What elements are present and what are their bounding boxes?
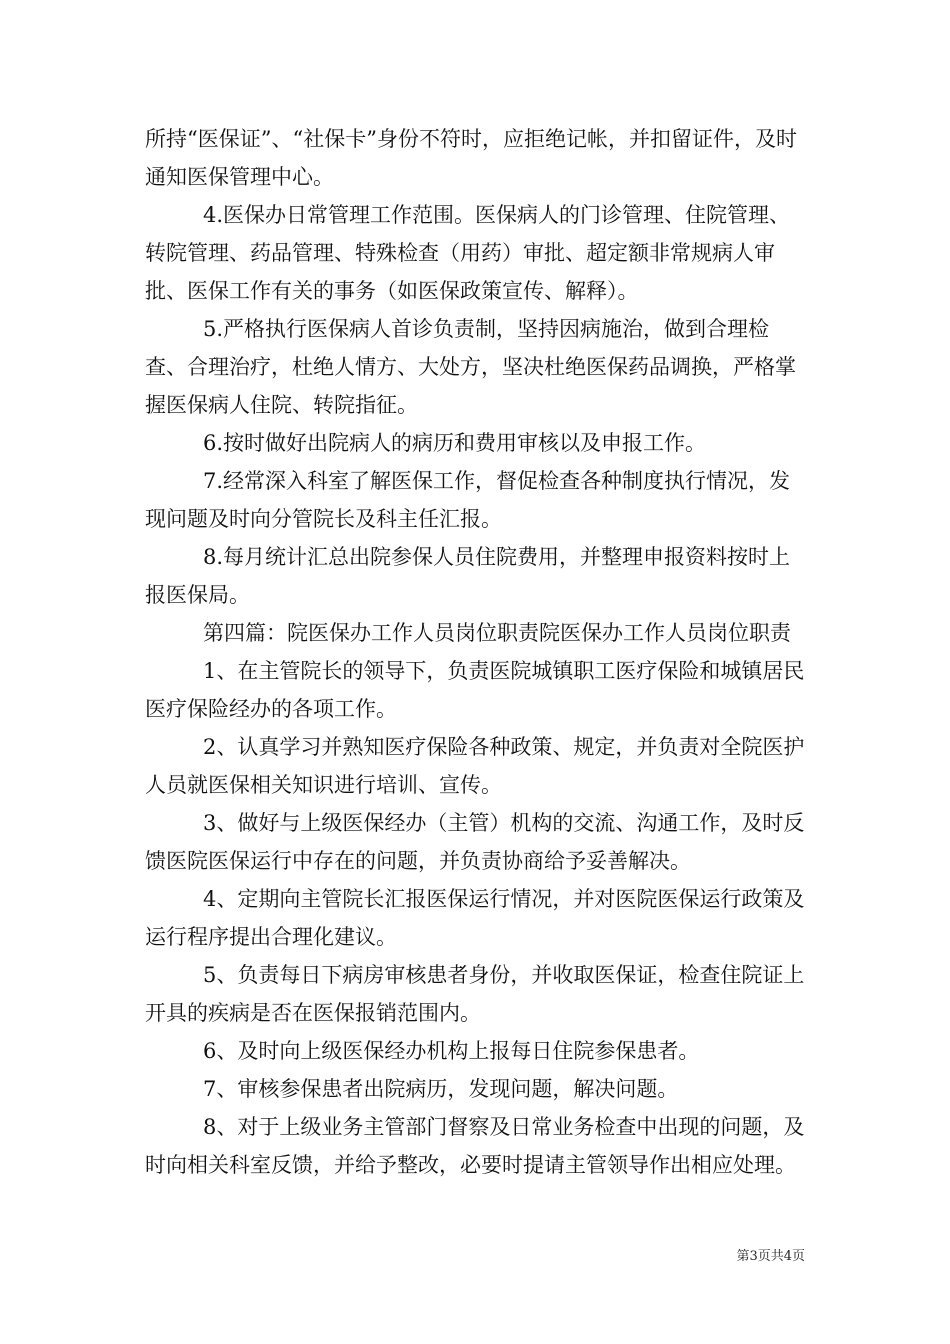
- duty-item-5: 5、负责每日下病房审核患者身份，并收取医保证，检查住院证上开具的疾病是否在医保报销范围内。: [145, 963, 805, 1025]
- duty-item-7: 7、审核参保患者出院病历，发现问题，解决问题。: [203, 1077, 679, 1101]
- paragraph-item-4: 4.医保办日常管理工作范围。医保病人的门诊管理、住院管理、转院管理、药品管理、特殊检查（用药）审批、超定额非常规病人审批、医保工作有关的事务（如医保政策宣传、解释）。: [145, 203, 791, 303]
- paragraph-item-5: 5.严格执行医保病人首诊负责制，坚持因病施治，做到合理检查、合理治疗，杜绝人情方、大处方，坚决杜绝医保药品调换，严格掌握医保病人住院、转院指征。: [145, 317, 796, 417]
- page-number-footer: 第3页共4页: [736, 1249, 805, 1264]
- document-body: [145, 120, 810, 1184]
- paragraph-item-6: 6.按时做好出院病人的病历和费用审核以及申报工作。: [203, 431, 707, 455]
- section-heading: 第四篇：院医保办工作人员岗位职责院医保办工作人员岗位职责: [203, 621, 791, 645]
- duty-item-8: 8、对于上级业务主管部门督察及日常业务检查中出现的问题，及时向相关科室反馈，并给予整改，必要时提请主管领导作出相应处理。: [145, 1115, 805, 1177]
- paragraph-continuation: 所持“医保证”、“社保卡”身份不符时，应拒绝记帐，并扣留证件，及时通知医保管理中心。: [145, 127, 797, 189]
- duty-item-1: 1、在主管院长的领导下，负责医院城镇职工医疗保险和城镇居民医疗保险经办的各项工作。: [145, 659, 805, 721]
- paragraph-item-8: 8.每月统计汇总出院参保人员住院费用，并整理申报资料按时上报医保局。: [145, 545, 791, 607]
- duty-item-6: 6、及时向上级医保经办机构上报每日住院参保患者。: [203, 1039, 700, 1063]
- duty-item-3: 3、做好与上级医保经办（主管）机构的交流、沟通工作，及时反馈医院医保运行中存在的问题，并负责协商给予妥善解决。: [145, 811, 805, 873]
- duty-item-2: 2、认真学习并熟知医疗保险各种政策、规定，并负责对全院医护人员就医保相关知识进行培训、宣传。: [145, 735, 805, 797]
- paragraph-item-7: 7.经常深入科室了解医保工作，督促检查各种制度执行情况，发现问题及时向分管院长及科主任汇报。: [145, 469, 791, 531]
- duty-item-4: 4、定期向主管院长汇报医保运行情况，并对医院医保运行政策及运行程序提出合理化建议。: [145, 887, 805, 949]
